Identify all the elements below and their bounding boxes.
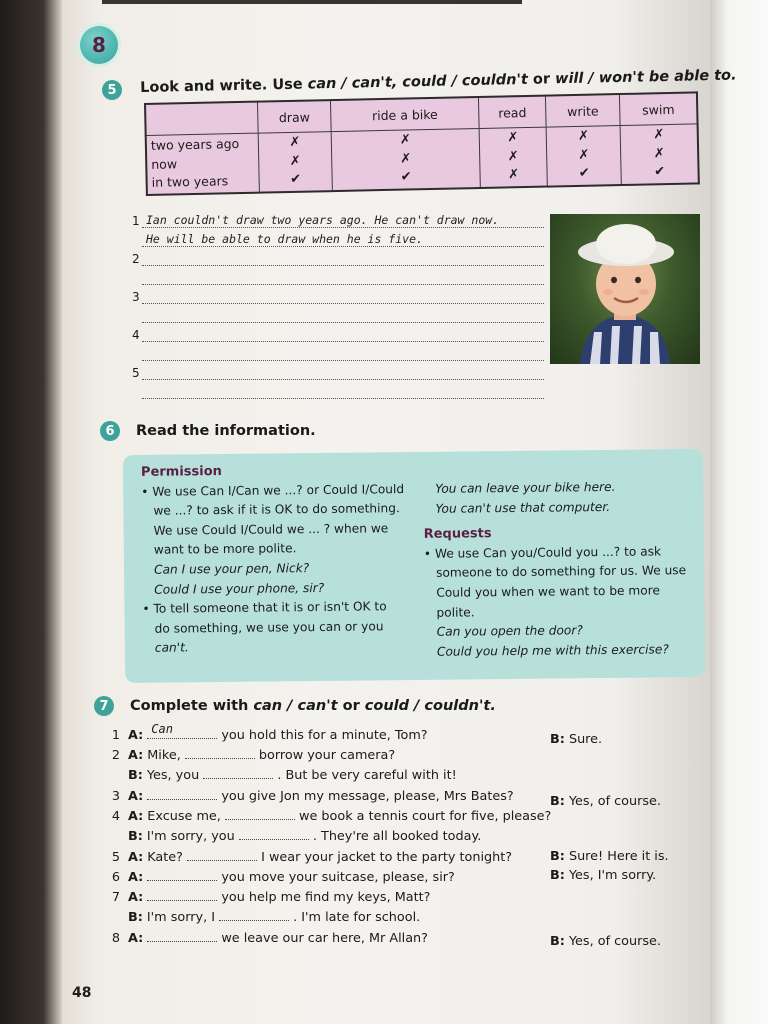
dialogue-text: Kate? — [147, 850, 188, 865]
line-number: 2 — [132, 252, 140, 266]
dialogue-text: . They're all booked today. — [308, 829, 482, 844]
dialogue-line — [102, 768, 457, 783]
dotted-line — [142, 265, 544, 266]
dialogue-text: we book a tennis court for five, please? — [294, 809, 552, 824]
speaker-label: A: — [128, 931, 144, 946]
answer-gap[interactable] — [147, 931, 217, 942]
requests-example: Can you open the door? — [436, 623, 583, 639]
instruction-italic: could / couldn't. — [364, 698, 496, 714]
permission-line: can't. — [154, 640, 189, 656]
dialogue-line — [102, 789, 514, 804]
permission-example: Could I use your phone, sir? — [154, 580, 325, 597]
top-band — [102, 0, 522, 4]
speaker-label: A: — [128, 870, 144, 885]
permission-line: we ...? to ask if it is OK to do something. — [153, 501, 400, 518]
row-headers — [146, 133, 260, 194]
reply-text: B: Yes, I'm sorry. — [550, 868, 657, 883]
writing-line[interactable] — [134, 364, 544, 383]
item-number: 5 — [111, 850, 120, 865]
requests-column — [423, 477, 705, 662]
cross-icon: ✗ — [507, 148, 519, 164]
dialogue-text: borrow your camera? — [254, 748, 396, 763]
row-header: now — [151, 155, 178, 172]
table-corner — [145, 102, 258, 136]
item-number: 1 — [111, 728, 120, 743]
speaker-label: B: — [550, 868, 565, 883]
tick-icon: ✔ — [654, 164, 666, 180]
permission-example: Can I use your pen, Nick? — [153, 561, 310, 577]
item-number: 4 — [111, 809, 120, 824]
example-sentence: You can't use that computer. — [435, 499, 611, 516]
dialogue-line — [102, 910, 420, 925]
marks-read — [479, 127, 547, 187]
workbook-page — [62, 0, 737, 1024]
dotted-line — [142, 227, 544, 228]
ability-table — [144, 91, 700, 195]
answer-gap[interactable] — [147, 789, 217, 800]
speaker-label: A: — [128, 748, 144, 763]
dialogue-text: I wear your jacket to the party tonight? — [257, 850, 513, 865]
answer-gap[interactable] — [147, 870, 217, 881]
dialogue-line — [102, 809, 551, 824]
marks-write — [546, 126, 621, 187]
answer-gap[interactable] — [185, 748, 255, 759]
book-edge-right — [710, 0, 768, 1024]
column-header: ride a bike — [331, 97, 480, 132]
requests-title: Requests — [423, 526, 492, 543]
dialogue-text: you hold this for a minute, Tom? — [217, 728, 428, 743]
writing-line[interactable] — [134, 288, 544, 307]
line-number: 5 — [132, 366, 140, 380]
cross-icon: ✗ — [507, 130, 519, 146]
writing-line[interactable] — [134, 326, 544, 345]
item-number: 7 — [111, 890, 120, 905]
writing-line[interactable] — [134, 345, 544, 364]
writing-line[interactable] — [134, 269, 544, 288]
dialogue-text: you give Jon my message, please, Mrs Bates? — [217, 789, 514, 804]
requests-line: Could you when we want to be more — [436, 583, 661, 600]
answer-gap[interactable] — [203, 768, 273, 779]
item-number: 6 — [111, 870, 120, 885]
dialogue-text: I'm sorry, you — [146, 829, 239, 844]
instruction-text: Look and write. Use — [140, 76, 308, 96]
dotted-line — [142, 341, 544, 342]
reply-text: B: Yes, of course. — [550, 794, 661, 809]
instruction-italic: can / can't, could / couldn't — [307, 71, 529, 93]
speaker-label: B: — [550, 849, 565, 864]
writing-line[interactable] — [134, 231, 544, 250]
dotted-line — [142, 322, 544, 323]
handwritten-answer: Ian couldn't draw two years ago. He can't draw now. — [146, 213, 500, 227]
line-number: 3 — [132, 290, 140, 304]
handwritten-answer: Can — [151, 722, 173, 736]
column-header: write — [546, 94, 621, 127]
line-number: 1 — [132, 214, 140, 228]
example-sentence: You can leave your bike here. — [435, 479, 616, 496]
speaker-label: B: — [128, 829, 143, 844]
answer-gap[interactable] — [239, 829, 309, 840]
dialogue-line — [102, 829, 481, 844]
exercise-7-number: 7 — [94, 696, 114, 716]
dotted-line — [142, 284, 544, 285]
cross-icon: ✗ — [399, 132, 412, 148]
answer-gap[interactable] — [187, 850, 257, 861]
exercise-6-instruction: Read the information. — [136, 423, 316, 439]
instruction-text: or — [337, 698, 365, 714]
dialogue-line — [102, 870, 455, 885]
permission-line: do something, we use you can or you — [154, 619, 384, 636]
permission-line: • To tell someone that it is or isn't OK to — [142, 599, 387, 617]
requests-line: polite. — [436, 604, 475, 620]
writing-line[interactable] — [134, 212, 544, 231]
reply-text: B: Yes, of course. — [550, 934, 661, 949]
dialogue-text: you help me find my keys, Matt? — [217, 890, 431, 905]
cross-icon: ✗ — [289, 153, 301, 169]
speaker-label: B: — [550, 732, 565, 747]
boy-illustration — [550, 214, 700, 364]
speaker-label: B: — [550, 934, 565, 949]
instruction-italic: will / won't be able to. — [554, 67, 737, 88]
dialogue-text: . But be very careful with it! — [273, 768, 457, 783]
dialogue-text: we leave our car here, Mr Allan? — [217, 931, 428, 946]
page-number: 48 — [72, 985, 92, 1001]
instruction-text: Complete with — [130, 698, 254, 714]
dialogue-text: Yes, you — [146, 768, 204, 783]
dotted-line — [142, 303, 544, 304]
dialogue-text: . I'm late for school. — [289, 910, 421, 925]
dialogue-text: Excuse me, — [147, 809, 225, 824]
unit-badge — [80, 26, 118, 64]
speaker-label: A: — [128, 789, 144, 804]
line-number: 4 — [132, 328, 140, 342]
row-header: two years ago — [150, 136, 240, 153]
instruction-italic: can / can't — [253, 698, 338, 714]
speaker-label: B: — [128, 910, 143, 925]
dotted-line — [142, 360, 544, 361]
reply-text: B: Sure. — [550, 732, 603, 747]
reply-text: B: Sure! Here it is. — [550, 849, 669, 864]
cross-icon: ✗ — [508, 167, 520, 183]
dialogue-line — [102, 931, 428, 946]
tick-icon: ✔ — [578, 165, 590, 181]
permission-line: We use Could I/Could we ... ? when we — [153, 521, 389, 538]
dialogue-text: you move your suitcase, please, sir? — [217, 870, 455, 885]
dialogue-line — [102, 748, 395, 763]
column-header: read — [479, 96, 547, 129]
permission-line: • We use Can I/Can we ...? or Could I/Could — [141, 481, 405, 499]
item-number: 8 — [111, 931, 120, 946]
speaker-label: A: — [128, 728, 144, 743]
dotted-line — [142, 246, 544, 247]
writing-line[interactable] — [134, 250, 544, 269]
speaker-label: A: — [128, 809, 144, 824]
writing-line[interactable] — [134, 383, 544, 402]
permission-line: want to be more polite. — [153, 541, 297, 558]
cross-icon: ✗ — [289, 134, 301, 150]
permission-column — [141, 460, 413, 659]
marks-draw — [258, 132, 332, 193]
cross-icon: ✗ — [400, 150, 412, 167]
column-header: draw — [257, 100, 331, 133]
cross-icon: ✗ — [653, 145, 665, 161]
requests-line: • We use Can you/Could you ...? to ask — [423, 544, 662, 561]
exercise-7-instruction — [130, 698, 496, 714]
tick-icon: ✔ — [290, 171, 302, 187]
answer-gap[interactable] — [147, 722, 217, 739]
marks-ride-a-bike — [331, 128, 480, 190]
requests-example: Could you help me with this exercise? — [436, 642, 669, 659]
cross-icon: ✗ — [653, 127, 665, 143]
cross-icon: ✗ — [577, 128, 590, 144]
column-header: swim — [620, 92, 698, 125]
answer-gap[interactable] — [147, 890, 217, 901]
dialogue-text: Mike, — [147, 748, 185, 763]
book-binding-left — [0, 0, 62, 1024]
item-number: 3 — [111, 789, 120, 804]
dialogue-line — [102, 850, 512, 865]
exercise-6-number: 6 — [100, 421, 120, 441]
dotted-line — [142, 398, 544, 399]
dialogue-line — [102, 890, 430, 905]
dialogue-text: I'm sorry, I — [146, 910, 220, 925]
exercise-5-number: 5 — [102, 80, 122, 100]
handwritten-answer: He will be able to draw when he is five. — [146, 232, 423, 246]
instruction-text: or — [527, 71, 556, 88]
speaker-label: B: — [128, 768, 143, 783]
writing-line[interactable] — [134, 307, 544, 326]
speaker-label: A: — [128, 850, 144, 865]
grammar-info-box — [123, 449, 705, 683]
boy-photo — [550, 214, 700, 364]
marks-swim — [620, 124, 698, 185]
dotted-line — [142, 379, 544, 380]
unit-number: 8 — [92, 33, 106, 57]
permission-title: Permission — [140, 464, 222, 480]
tick-icon: ✔ — [400, 169, 412, 185]
writing-lines — [134, 212, 544, 402]
row-header: in two years — [151, 173, 229, 190]
requests-line: someone to do something for us. We use — [436, 563, 687, 581]
answer-gap[interactable] — [219, 910, 289, 921]
answer-gap[interactable] — [225, 809, 295, 820]
dialogue-line — [102, 722, 428, 743]
cross-icon: ✗ — [578, 147, 590, 163]
item-number: 2 — [111, 748, 120, 763]
speaker-label: A: — [128, 890, 144, 905]
speaker-label: B: — [550, 794, 565, 809]
